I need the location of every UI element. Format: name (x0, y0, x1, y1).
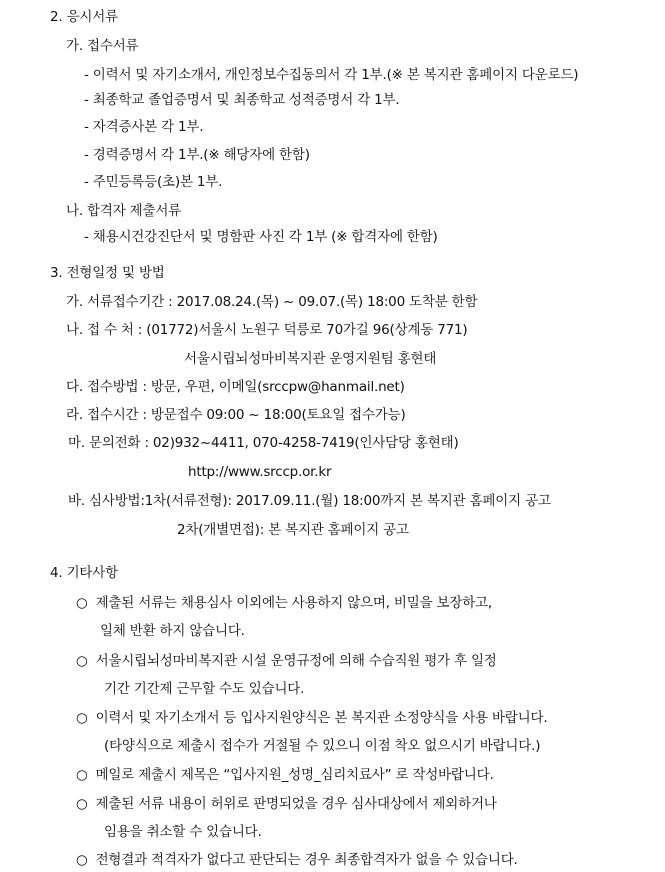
document-list-item: - 채용시건강진단서 및 명함판 사진 각 1부 (※ 합격자에 한함) (84, 229, 438, 245)
notice-text: 메일로 제출시 제목은 “입사지원_성명_심리치료사” 로 작성바랍니다. (95, 767, 494, 783)
section-2-b-label: 나. 합격자 제출서류 (66, 203, 182, 219)
document-list-item: - 자격증사본 각 1부. (84, 119, 204, 135)
notice-text-continuation: (타양식으로 제출시 접수가 거절될 수 있으니 이점 착오 없으시기 바랍니다.) (104, 738, 541, 754)
notice-text: 이력서 및 자기소개서 등 입사지원양식은 본 복지관 소정양식을 사용 바랍니다. (95, 710, 548, 726)
notice-text-continuation: 기간 기간제 근무할 수도 있습니다. (104, 681, 305, 697)
website-url: http://www.srccp.or.kr (188, 464, 332, 480)
circle-bullet-icon: ○ (76, 653, 88, 669)
notice-text: 전형결과 적격자가 없다고 판단되는 경우 최종합격자가 없을 수 있습니다. (95, 852, 518, 868)
schedule-item: 나. 접 수 처 : (01772)서울시 노원구 덕릉로 70가길 96(상계동 771) (66, 322, 468, 338)
notice-item (76, 652, 497, 670)
circle-bullet-icon: ○ (76, 852, 88, 868)
notice-item (76, 851, 518, 869)
section-2-heading: 2. 응시서류 (50, 9, 118, 25)
schedule-item: 마. 문의전화 : 02)932~4411, 070-4258-7419(인사담당 홍현태) (68, 435, 459, 451)
schedule-item: 라. 접수시간 : 방문접수 09:00 ~ 18:00(토요일 접수가능) (66, 407, 406, 423)
document-list-item: - 이력서 및 자기소개서, 개인정보수집동의서 각 1부.(※ 본 복지관 홈페이지 다운로드) (84, 67, 579, 83)
notice-text: 제출된 서류는 채용심사 이외에는 사용하지 않으며, 비밀을 보장하고, (95, 595, 492, 611)
notice-item (76, 594, 492, 612)
circle-bullet-icon: ○ (76, 796, 88, 812)
notice-text: 제출된 서류 내용이 허위로 판명되었을 경우 심사대상에서 제외하거나 (95, 796, 497, 812)
section-3-heading: 3. 전형일정 및 방법 (50, 265, 165, 281)
section-2-a-label: 가. 접수서류 (66, 38, 139, 54)
schedule-item-continuation: 서울시립뇌성마비복지관 운영지원팀 홍현태 (184, 351, 437, 367)
section-4-heading: 4. 기타사항 (50, 565, 118, 581)
circle-bullet-icon: ○ (76, 595, 88, 611)
schedule-item-continuation: 2차(개별면접): 본 복지관 홈페이지 공고 (177, 522, 409, 538)
document-list-item: - 최종학교 졸업증명서 및 최종학교 성적증명서 각 1부. (84, 92, 400, 108)
schedule-item: 바. 심사방법:1차(서류전형): 2017.09.11.(월) 18:00까지 본 복지관 홈페이지 공고 (68, 493, 551, 509)
notice-text-continuation: 일체 반환 하지 않습니다. (100, 623, 245, 639)
circle-bullet-icon: ○ (76, 767, 88, 783)
circle-bullet-icon: ○ (76, 710, 88, 726)
notice-item (76, 766, 494, 784)
schedule-item: 다. 접수방법 : 방문, 우편, 이메일(srccpw@hanmail.net) (66, 379, 405, 395)
schedule-item: 가. 서류접수기간 : 2017.08.24.(목) ~ 09.07.(목) 18:00 도착분 한함 (66, 294, 478, 310)
document-list-item: - 주민등록등(초)본 1부. (84, 174, 223, 190)
notice-text-continuation: 임용을 취소할 수 있습니다. (104, 824, 262, 840)
notice-text: 서울시립뇌성마비복지관 시설 운영규정에 의해 수습직원 평가 후 일정 (95, 653, 497, 669)
notice-item (76, 795, 497, 813)
document-list-item: - 경력증명서 각 1부.(※ 해당자에 한함) (84, 147, 310, 163)
notice-item (76, 709, 547, 727)
